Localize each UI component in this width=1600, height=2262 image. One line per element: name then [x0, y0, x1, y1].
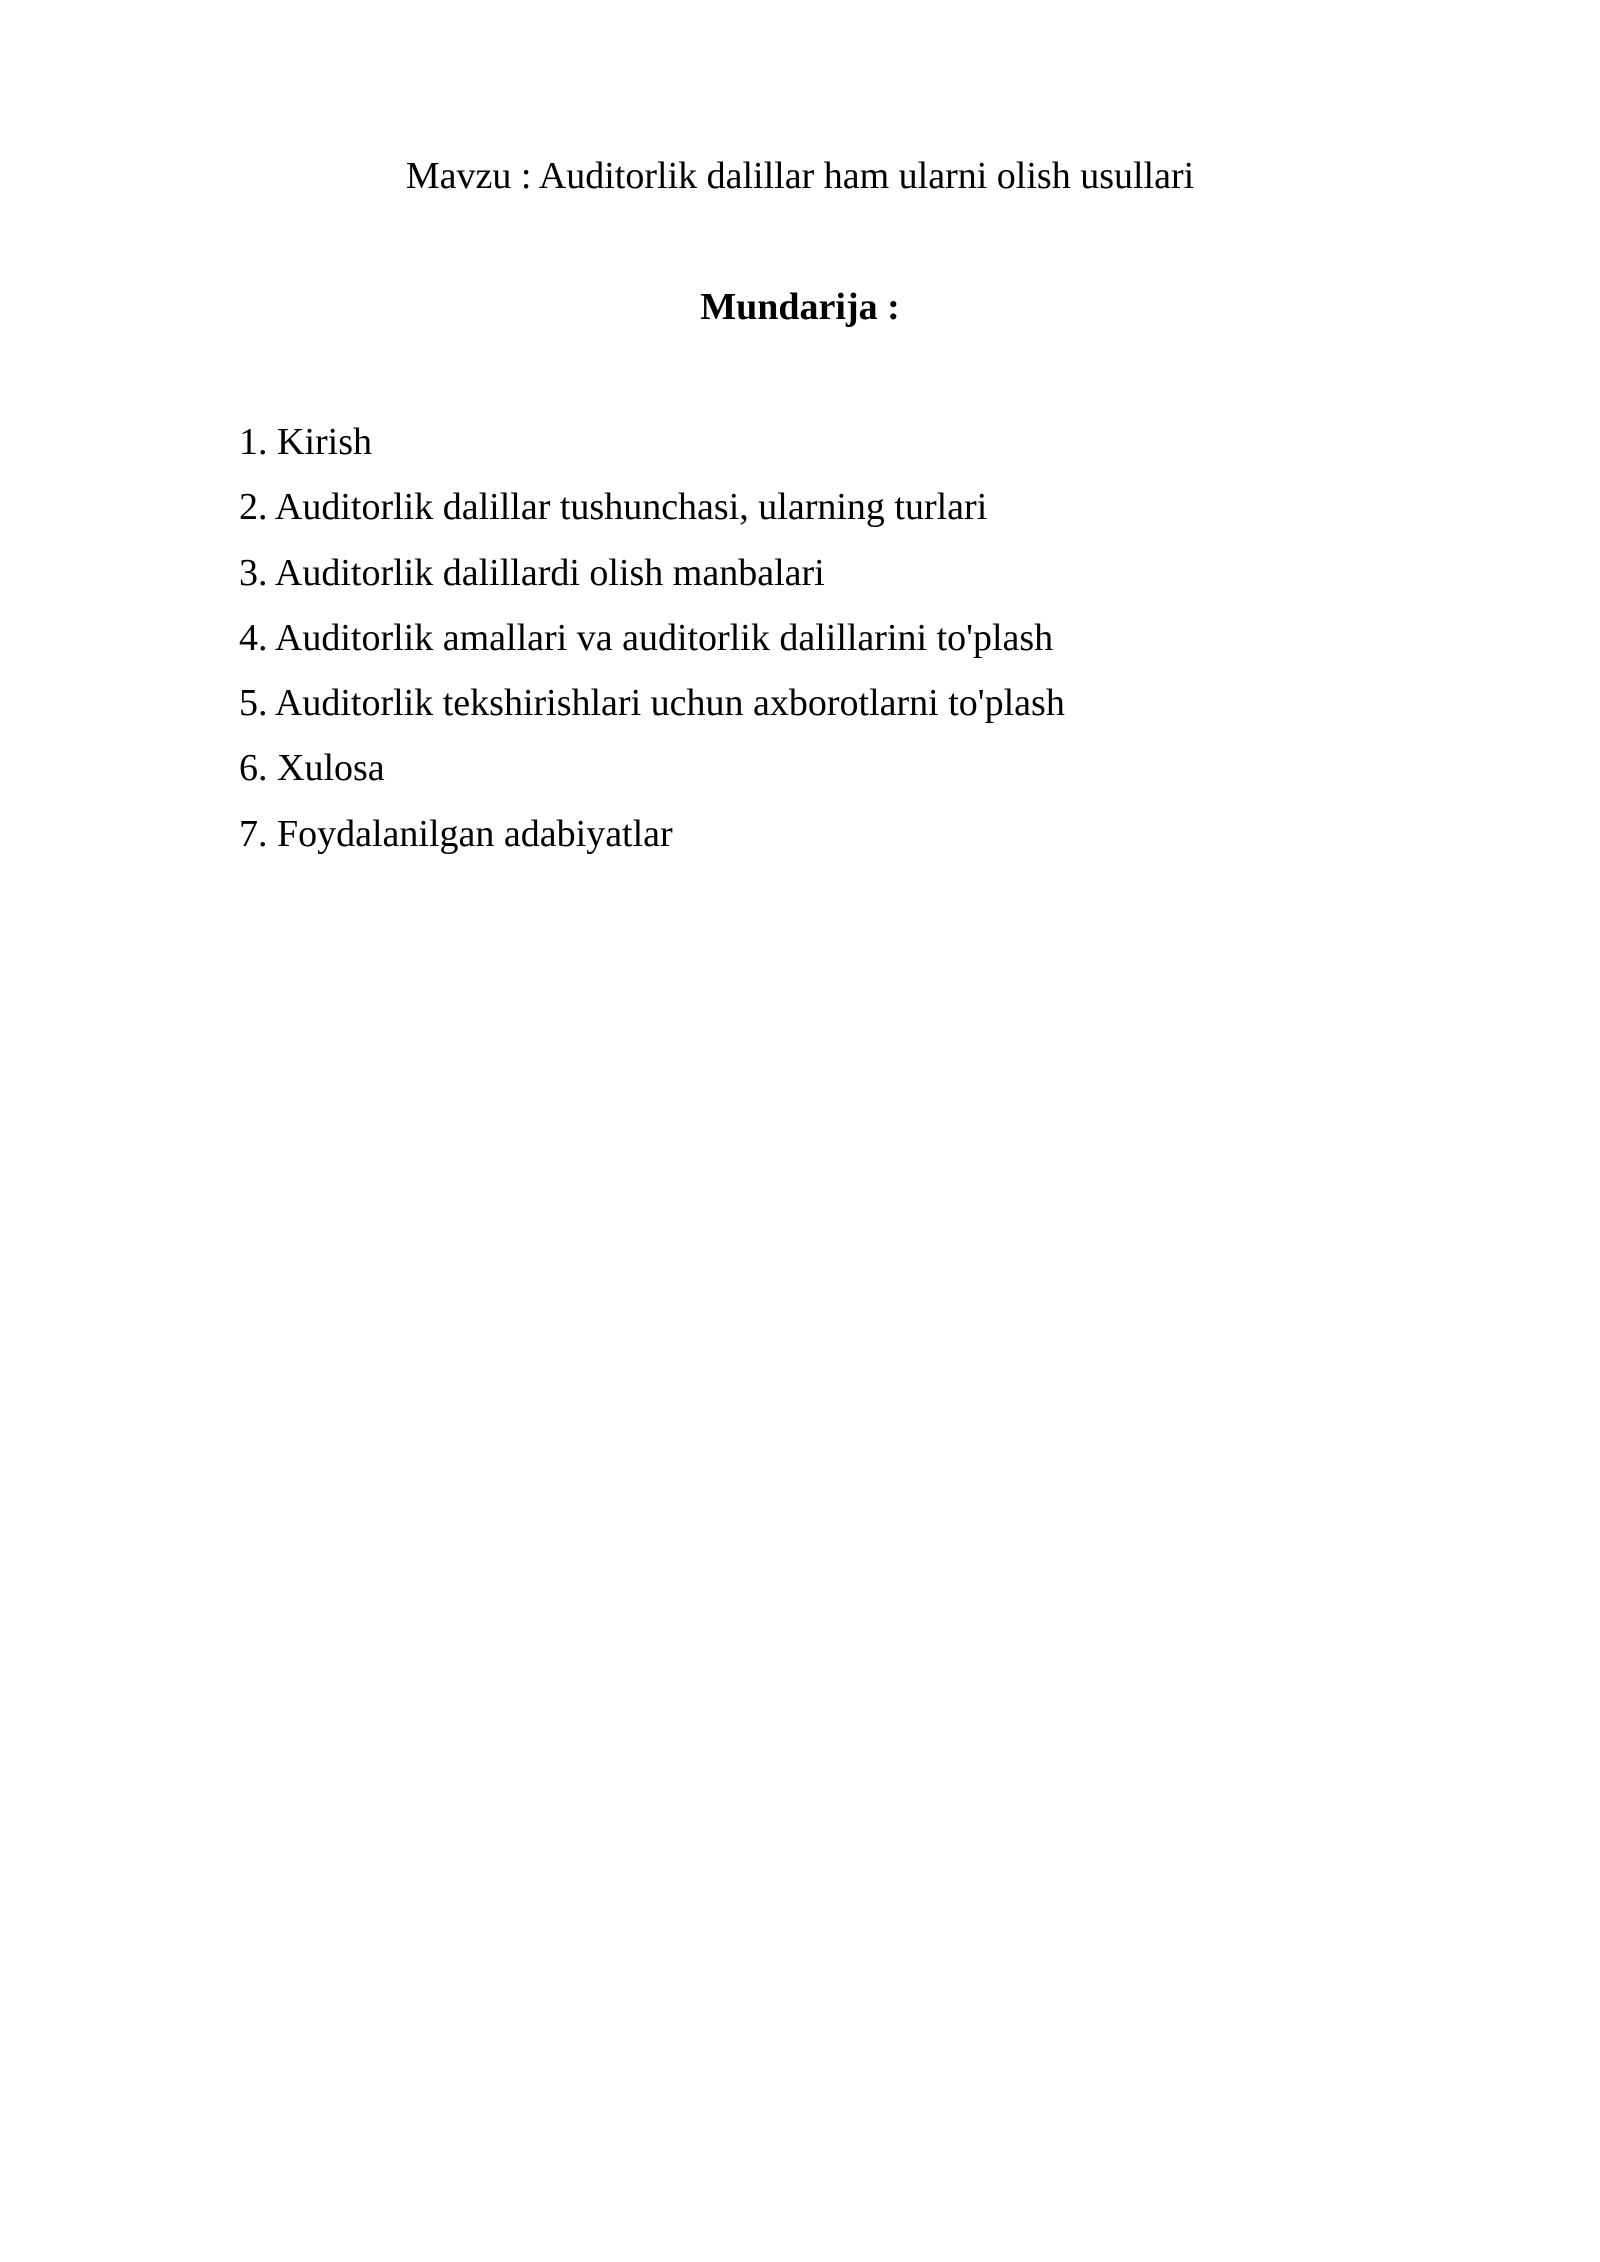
toc-item-dalillar-tushunchasi: 2. Auditorlik dalillar tushunchasi, ularning turlari [239, 486, 988, 529]
toc-item-adabiyatlar: 7. Foydalanilgan adabiyatlar [239, 812, 673, 855]
toc-item-amallari: 4. Auditorlik amallari va auditorlik dalillarini to'plash [239, 616, 1054, 659]
toc-item-axborotlarni-toplash: 5. Auditorlik tekshirishlari uchun axborotlarni to'plash [239, 682, 1065, 725]
topic-title: Mavzu : Auditorlik dalillar ham ularni olish usullari [405, 155, 1195, 197]
toc-item-kirish: 1. Kirish [239, 421, 372, 463]
toc-list [239, 410, 1065, 867]
toc-item-xulosa: 6. Xulosa [239, 747, 385, 790]
toc-heading: Mundarija : [700, 286, 900, 328]
toc-item-olish-manbalari: 3. Auditorlik dalillardi olish manbalari [239, 551, 825, 594]
